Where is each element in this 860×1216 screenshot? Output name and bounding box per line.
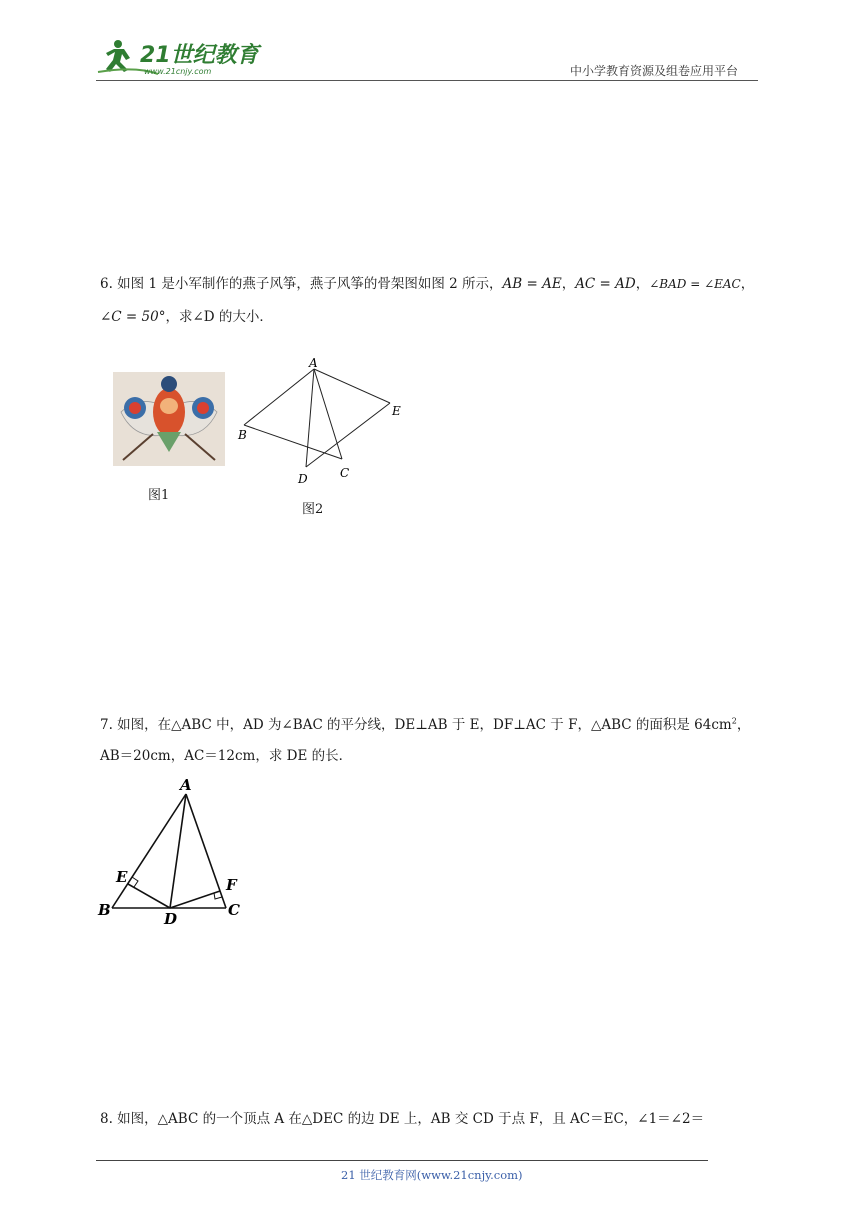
fig7-label-e: E xyxy=(116,868,128,886)
fig7-label-f: F xyxy=(226,876,237,894)
figure-2-caption: 图2 xyxy=(302,502,324,517)
site-logo xyxy=(96,36,266,80)
kite-photo xyxy=(113,372,225,466)
fig7-label-b: B xyxy=(98,901,111,919)
figure-2-diagram xyxy=(234,355,414,490)
header-divider xyxy=(96,80,758,81)
fig2-label-d: D xyxy=(298,472,308,486)
q7-triangle-diagram xyxy=(92,772,252,928)
site-name: 中小学教育资源及组卷应用平台 xyxy=(570,64,739,78)
q8-text-line1: 8. 如图，△ABC 的一个顶点 A 在△DEC 的边 DE 上，AB 交 CD 于点 F，且 AC＝EC，∠1＝∠2＝ xyxy=(100,1111,705,1127)
figure-1-caption: 图1 xyxy=(148,488,170,503)
q6-text-line1: 6. 如图 1 是小军制作的燕子风筝，燕子风筝的骨架图如图 2 所示，AB = AE，AC = AD，∠BAD = ∠EAC， xyxy=(100,276,755,292)
fig2-label-b: B xyxy=(238,428,247,442)
q7-text-line1: 7. 如图，在△ABC 中，AD 为∠BAC 的平分线，DE⊥AB 于 E，DF⊥AC 于 F，△ABC 的面积是 $64cm^2$， xyxy=(100,716,751,733)
fig7-label-d: D xyxy=(164,910,178,928)
fig2-label-a: A xyxy=(309,356,318,370)
footer-link[interactable]: 21 世纪教育网(www.21cnjy.com) xyxy=(341,1168,523,1182)
footer-divider xyxy=(96,1160,708,1161)
fig7-label-c: C xyxy=(228,901,240,919)
fig2-label-c: C xyxy=(340,466,350,480)
q7-text-line2: AB＝20cm，AC＝12cm，求 DE 的长． xyxy=(100,748,353,764)
logo-text: 21世纪教育 xyxy=(140,43,259,68)
logo-url: www.21cnjy.com xyxy=(144,67,212,76)
q6-text-line2: ∠C = 50°，求∠D 的大小． xyxy=(100,309,273,325)
fig2-label-e: E xyxy=(392,404,401,418)
fig7-label-a: A xyxy=(180,776,192,794)
